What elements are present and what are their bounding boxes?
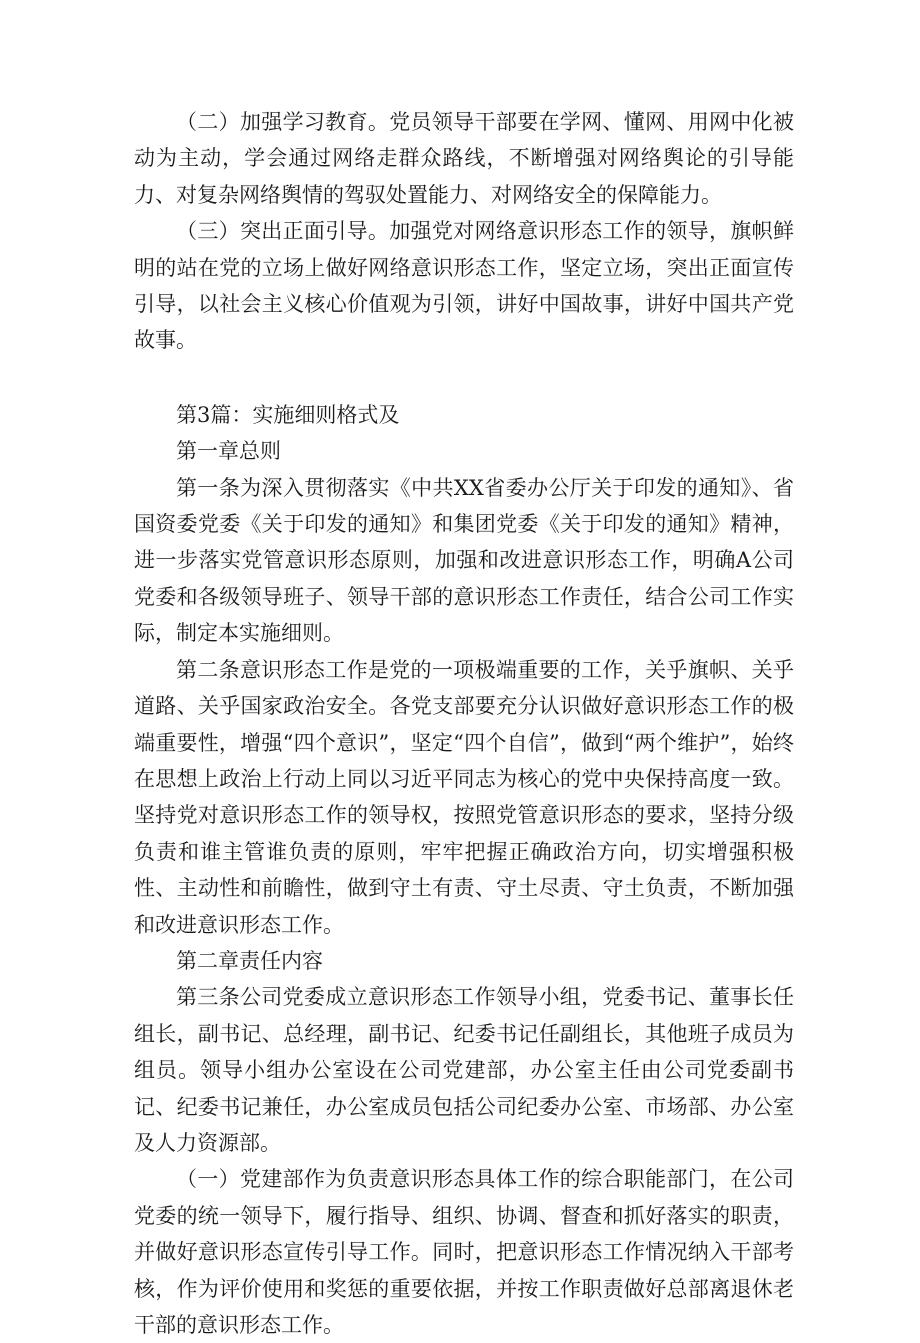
article-2: 第二条意识形态工作是党的一项极端重要的工作，关乎旗帜、关乎道路、关乎国家政治安全。各党支部要充分认识做好意识形态工作的极端重要性，增强“四个意识”，坚定“四个自信”，做到“两个维护”，始终在思想上政治上行动上同以习近平同志为核心的党中央保持高度一致。坚持党对意识形态工作的领导权，按照党管意识形态的要求，坚持分级负责和谁主管谁负责的原则，牢牢把握正确政治方向，切实增强积极性、主动性和前瞻性，做到守土有责、守土尽责、守土负责，不断加强和改进意识形态工作。: [134, 657, 794, 937]
document-body: [134, 104, 794, 1343]
article-3: 第三条公司党委成立意识形态工作领导小组，党委书记、董事长任组长，副书记、总经理，副书记、纪委书记任副组长，其他班子成员为组员。领导小组办公室设在公司党建部，办公室主任由公司党委副书记、纪委书记兼任，办公室成员包括公司纪委办公室、市场部、办公室及人力资源部。: [134, 985, 794, 1155]
section-title: 第3篇：实施细则格式及: [176, 402, 400, 427]
chapter-2-title: 第二章责任内容: [176, 948, 323, 973]
chapter-1-title: 第一章总则: [176, 439, 281, 464]
item-1: （一）党建部作为负责意识形态具体工作的综合职能部门，在公司党委的统一领导下，履行指导、组织、协调、督查和抓好落实的职责，并做好意识形态宣传引导工作。同时，把意识形态工作情况纳入干部考核，作为评价使用和奖惩的重要依据，并按工作职责做好总部离退休老干部的意识形态工作。: [134, 1167, 794, 1337]
section-gap: [134, 359, 794, 397]
paragraph-positive-guidance: （三）突出正面引导。加强党对网络意识形态工作的领导，旗帜鲜明的站在党的立场上做好网络意识形态工作，坚定立场，突出正面宣传引导，以社会主义核心价值观为引领，讲好中国故事，讲好中国共产党故事。: [134, 219, 794, 353]
article-1: 第一条为深入贯彻落实《中共XX省委办公厅关于印发的通知》、省国资委党委《关于印发的通知》和集团党委《关于印发的通知》精神，进一步落实党管意识形态原则，加强和改进意识形态工作，明确A公司党委和各级领导班子、领导干部的意识形态工作责任，结合公司工作实际，制定本实施细则。: [134, 475, 794, 646]
paragraph-strengthen-learning: （二）加强学习教育。党员领导干部要在学网、懂网、用网中化被动为主动，学会通过网络走群众路线，不断增强对网络舆论的引导能力、对复杂网络舆情的驾驭处置能力、对网络安全的保障能力。: [134, 110, 794, 207]
